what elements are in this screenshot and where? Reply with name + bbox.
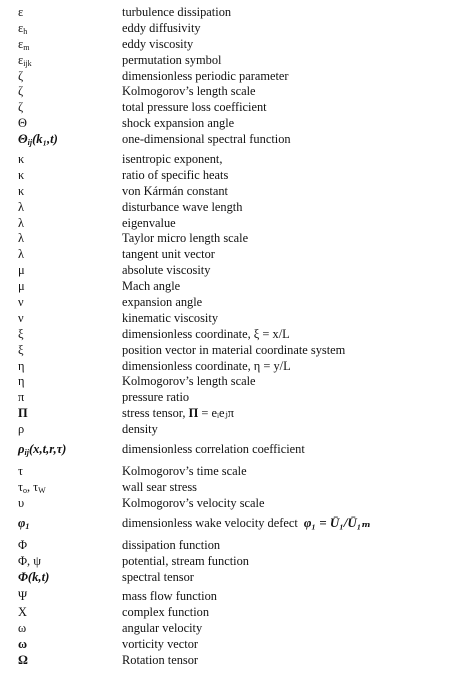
symbol — [18, 359, 24, 375]
symbol-base: ζ — [18, 84, 24, 99]
description-text: von Kármán constant — [122, 183, 228, 198]
description — [122, 374, 256, 390]
symbol-base: ε — [18, 20, 24, 35]
nomenclature-row — [0, 589, 475, 605]
symbol — [18, 496, 24, 512]
nomenclature-row — [0, 263, 475, 279]
description-text: tangent unit vector — [122, 247, 215, 262]
symbol — [18, 216, 24, 232]
symbol-argument: , τ — [26, 479, 39, 494]
description-text: dissipation function — [122, 537, 221, 552]
nomenclature-row — [0, 343, 475, 359]
symbol-base: Ψ — [18, 589, 28, 604]
description — [122, 538, 220, 554]
description — [122, 422, 158, 438]
description — [122, 295, 202, 311]
symbol — [18, 589, 27, 605]
symbol — [18, 406, 28, 422]
symbol — [18, 279, 25, 295]
nomenclature-row — [0, 21, 475, 37]
wake-defect-formula: φ₁ = Ū₁/Ū₁ₘ — [303, 514, 371, 530]
description — [122, 589, 217, 605]
description — [122, 570, 194, 586]
symbol — [18, 168, 24, 184]
symbol — [18, 53, 32, 69]
description-text: isentropic exponent, — [122, 152, 223, 167]
nomenclature-row — [0, 464, 475, 480]
description-text: disturbance wave length — [122, 199, 243, 214]
nomenclature-row — [0, 327, 475, 343]
description-text: vorticity vector — [122, 637, 199, 652]
symbol-base: π — [18, 390, 25, 405]
symbol-base: υ — [18, 495, 25, 510]
nomenclature-row — [0, 311, 475, 327]
symbol-base: λ — [18, 215, 25, 230]
symbol — [18, 512, 29, 534]
symbol-base: μ — [18, 279, 25, 294]
symbol-base: ε — [18, 52, 24, 67]
nomenclature-row — [0, 653, 475, 669]
description-text: position vector in material coordinate system — [122, 342, 346, 357]
description-text: dimensionless periodic parameter — [122, 68, 289, 83]
symbol-base: κ — [18, 152, 25, 167]
nomenclature-row — [0, 84, 475, 100]
symbol-base: κ — [18, 183, 25, 198]
description — [122, 390, 189, 406]
symbol-base: κ — [18, 167, 25, 182]
symbol — [18, 152, 24, 168]
description-text: Taylor micro length scale — [122, 231, 249, 246]
nomenclature-row — [0, 5, 475, 21]
symbol-subscript: ijk — [23, 58, 32, 68]
description-text: complex function — [122, 605, 210, 620]
symbol — [18, 538, 27, 554]
description-text: density — [122, 422, 158, 437]
description-text: Kolmogorov’s length scale — [122, 374, 256, 389]
symbol-base: η — [18, 358, 25, 373]
symbol — [18, 5, 23, 21]
symbol — [18, 116, 27, 132]
description — [122, 637, 198, 653]
symbol — [18, 390, 24, 406]
symbol-base: Ω — [18, 652, 28, 667]
symbol-subscript: o — [22, 485, 27, 495]
symbol-base: Χ — [18, 605, 27, 620]
description-text: dimensionless coordinate, η = y/L — [122, 358, 291, 373]
description — [122, 200, 242, 216]
nomenclature-list — [0, 5, 475, 669]
nomenclature-row — [0, 216, 475, 232]
symbol-base: τ — [18, 479, 23, 494]
symbol-base: ν — [18, 295, 24, 310]
description-tail: = eᵢeⱼπ — [198, 406, 235, 421]
description-text: potential, stream function — [122, 553, 249, 568]
symbol-subscript: h — [23, 26, 28, 36]
description-text: turbulence dissipation — [122, 5, 232, 19]
nomenclature-row — [0, 359, 475, 375]
symbol-base: ζ — [18, 68, 24, 83]
nomenclature-row — [0, 621, 475, 637]
nomenclature-row — [0, 69, 475, 85]
description-text: Mach angle — [122, 279, 181, 294]
symbol — [18, 327, 24, 343]
symbol-subscript: ij — [27, 138, 33, 148]
nomenclature-row — [0, 168, 475, 184]
description — [122, 247, 215, 263]
description-text: total pressure loss coefficient — [122, 100, 267, 115]
description — [122, 406, 234, 422]
description — [122, 53, 221, 69]
description-text: ratio of specific heats — [122, 167, 229, 182]
description — [122, 263, 210, 279]
symbol-base: ω — [18, 637, 28, 652]
symbol — [18, 438, 66, 460]
nomenclature-row — [0, 152, 475, 168]
symbol-base: Θ — [18, 132, 28, 147]
symbol-argument: (x,t,r,τ) — [28, 442, 67, 457]
nomenclature-row — [0, 200, 475, 216]
symbol — [18, 554, 41, 570]
nomenclature-row — [0, 37, 475, 53]
nomenclature-row — [0, 279, 475, 295]
symbol-base: Π — [18, 406, 28, 421]
description-text: eigenvalue — [122, 215, 176, 230]
nomenclature-row — [0, 100, 475, 116]
symbol — [18, 21, 27, 37]
description-text: permutation symbol — [122, 52, 222, 67]
description — [122, 84, 256, 100]
symbol — [18, 100, 23, 116]
symbol — [18, 311, 24, 327]
description — [122, 116, 234, 132]
nomenclature-row — [0, 496, 475, 512]
nomenclature-row — [0, 116, 475, 132]
description-text: mass flow function — [122, 589, 217, 604]
description — [122, 327, 290, 343]
description-text: shock expansion angle — [122, 116, 235, 131]
description — [122, 512, 371, 534]
nomenclature-row — [0, 422, 475, 438]
description-text: wall sear stress — [122, 479, 198, 494]
nomenclature-row — [0, 637, 475, 653]
description-text: Rotation tensor — [122, 652, 199, 667]
description-text: expansion angle — [122, 295, 203, 310]
description — [122, 311, 218, 327]
description-text: angular velocity — [122, 621, 203, 636]
description — [122, 621, 202, 637]
description-text: Kolmogorov’s time scale — [122, 464, 247, 479]
nomenclature-row — [0, 53, 475, 69]
description-text: eddy viscosity — [122, 36, 194, 51]
symbol-base: Φ — [18, 537, 28, 552]
symbol — [18, 570, 49, 586]
symbol-base: Θ — [18, 116, 27, 131]
symbol-base: ρ — [18, 442, 25, 457]
description — [122, 168, 228, 184]
symbol-base: ρ — [18, 422, 25, 437]
symbol — [18, 343, 24, 359]
symbol-base: ξ — [18, 342, 24, 357]
symbol-argument: (k₁,t) — [32, 132, 58, 147]
nomenclature-row — [0, 512, 475, 534]
description-text: Kolmogorov’s velocity scale — [122, 495, 265, 510]
symbol-base: ν — [18, 310, 24, 325]
description — [122, 480, 197, 496]
symbol-base: Φ, ψ — [18, 553, 42, 568]
symbol — [18, 247, 24, 263]
symbol-base: φ — [18, 515, 26, 530]
description-text: pressure ratio — [122, 390, 190, 405]
symbol — [18, 422, 24, 438]
symbol-base: λ — [18, 247, 25, 262]
description — [122, 231, 248, 247]
nomenclature-row — [0, 554, 475, 570]
description — [122, 132, 291, 148]
symbol — [18, 374, 24, 390]
symbol-subscript: W — [38, 485, 46, 495]
nomenclature-row — [0, 538, 475, 554]
description — [122, 464, 247, 480]
description — [122, 438, 305, 460]
symbol-base: μ — [18, 263, 25, 278]
description-text: stress tensor, — [122, 406, 189, 421]
description-text: Kolmogorov’s length scale — [122, 84, 256, 99]
description — [122, 100, 267, 116]
symbol-subscript: 1 — [25, 521, 30, 531]
description — [122, 184, 228, 200]
symbol-base: ε — [18, 36, 24, 51]
description — [122, 343, 345, 359]
description-bold-symbol: Π — [188, 406, 199, 421]
symbol — [18, 84, 23, 100]
symbol — [18, 295, 24, 311]
description — [122, 21, 201, 37]
symbol — [18, 231, 24, 247]
nomenclature-row — [0, 605, 475, 621]
symbol-subscript: ij — [24, 448, 29, 458]
description-text: kinematic viscosity — [122, 310, 219, 325]
nomenclature-row — [0, 132, 475, 148]
symbol-base: ξ — [18, 326, 24, 341]
symbol-base: τ — [18, 464, 23, 479]
nomenclature-row — [0, 184, 475, 200]
description — [122, 496, 264, 512]
symbol — [18, 37, 29, 53]
description — [122, 605, 209, 621]
symbol — [18, 132, 58, 148]
nomenclature-row — [0, 438, 475, 460]
symbol — [18, 464, 23, 480]
description-text: dimensionless correlation coefficient — [122, 442, 305, 457]
nomenclature-row — [0, 406, 475, 422]
nomenclature-row — [0, 480, 475, 496]
nomenclature-row — [0, 295, 475, 311]
nomenclature-row — [0, 390, 475, 406]
symbol — [18, 653, 28, 669]
description-text: absolute viscosity — [122, 263, 211, 278]
symbol — [18, 200, 24, 216]
symbol-base: ω — [18, 621, 27, 636]
symbol-subscript: m — [23, 42, 30, 52]
symbol-base: Φ(k,t) — [18, 569, 50, 584]
description — [122, 5, 231, 21]
description — [122, 37, 193, 53]
symbol — [18, 637, 27, 653]
symbol — [18, 263, 25, 279]
description — [122, 216, 176, 232]
symbol-base: λ — [18, 231, 25, 246]
description — [122, 359, 291, 375]
symbol-base: ε — [18, 5, 24, 19]
symbol — [18, 69, 23, 85]
nomenclature-row — [0, 247, 475, 263]
description — [122, 69, 289, 85]
nomenclature-row — [0, 570, 475, 586]
symbol — [18, 621, 26, 637]
description-text: one-dimensional spectral function — [122, 132, 291, 147]
description — [122, 279, 180, 295]
symbol — [18, 605, 27, 621]
description-text: eddy diffusivity — [122, 20, 201, 35]
nomenclature-row — [0, 231, 475, 247]
description-text: dimensionless wake velocity defect — [122, 515, 298, 530]
description-text: dimensionless coordinate, ξ = x/L — [122, 326, 290, 341]
description — [122, 152, 222, 168]
symbol-base: η — [18, 374, 25, 389]
description — [122, 653, 198, 669]
description — [122, 554, 249, 570]
nomenclature-row — [0, 374, 475, 390]
symbol-base: λ — [18, 199, 25, 214]
symbol — [18, 480, 46, 496]
description-text: spectral tensor — [122, 569, 194, 584]
symbol — [18, 184, 24, 200]
symbol-base: ζ — [18, 100, 24, 115]
